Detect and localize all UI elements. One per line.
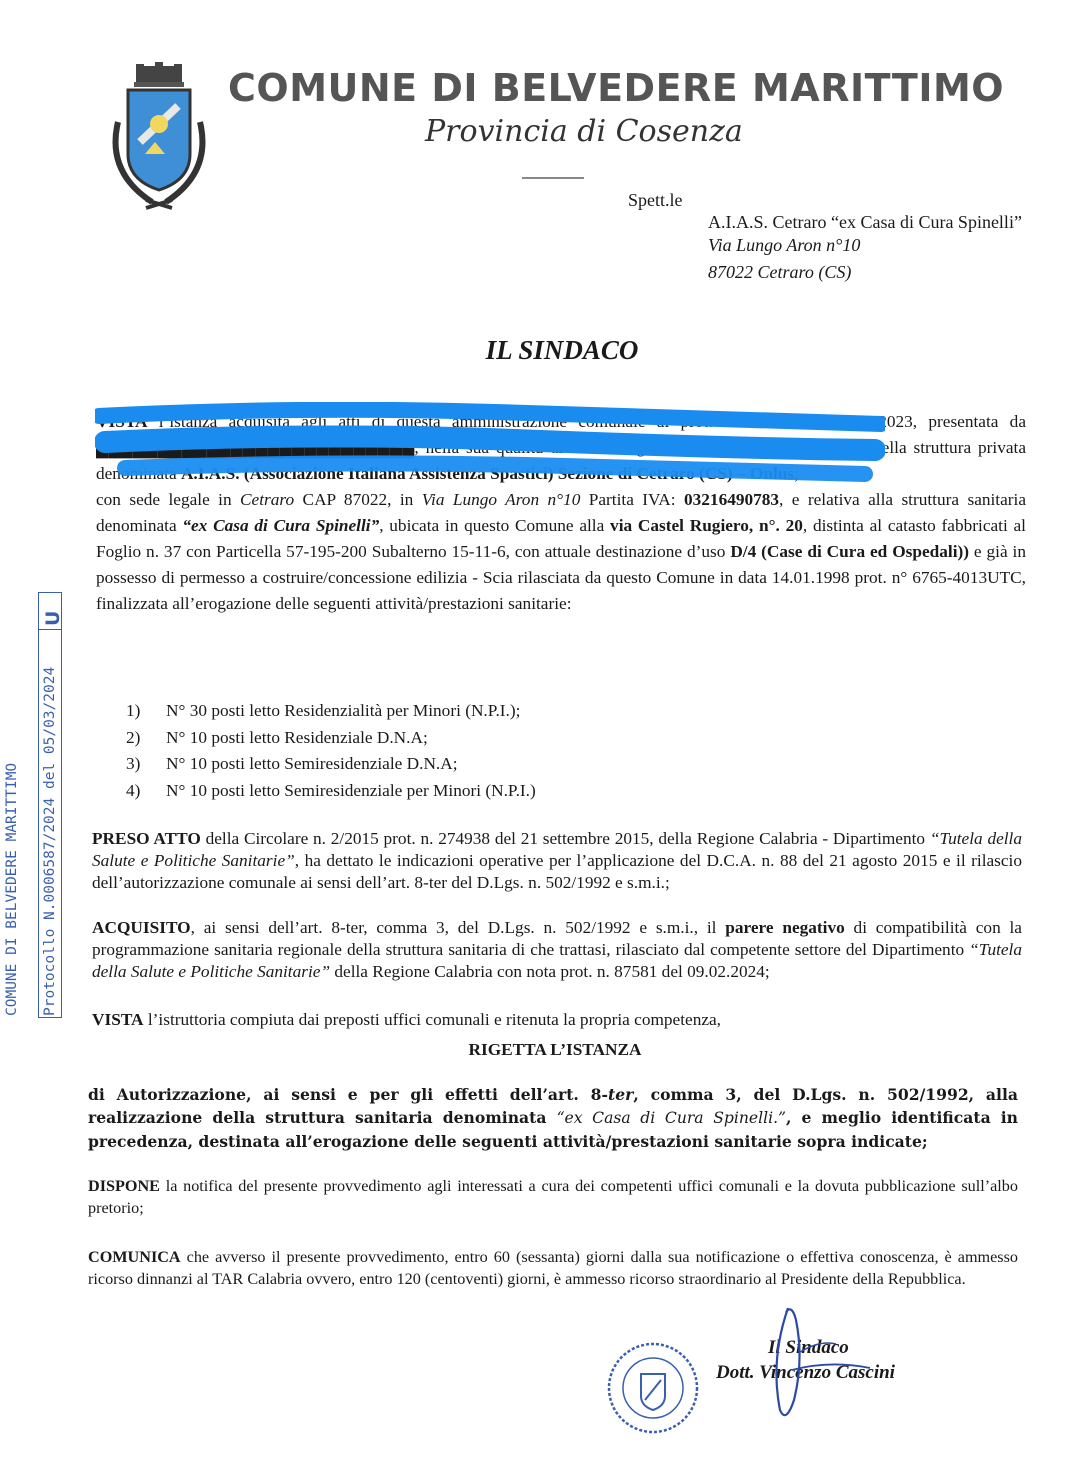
vista-text: l’istanza acquisita agli atti di questa amministrazione comunale al prot. n. 27245 del 22.09.2023, presentata da xyxy=(147,412,1026,431)
vista-piva: 03216490783 xyxy=(684,490,780,509)
list-item xyxy=(126,725,536,752)
acquisito-lead: ACQUISITO xyxy=(92,918,191,937)
vista-org: A.I.A.S. (Associazione Italiana Assistenza Spastici) Sezione di Cetraro (CS) – Onlus xyxy=(180,464,795,483)
vista-text: pro tempore xyxy=(779,438,867,457)
list-text: N° 10 posti letto Residenziale D.N.A; xyxy=(166,727,428,747)
signatory-title: Il Sindaco xyxy=(768,1337,849,1358)
vista-text: , e relativa alla struttura sanitaria denominata xyxy=(96,490,1027,535)
vista-text: Cetraro xyxy=(240,490,295,509)
preso-department: “Tutela della Salute e Politiche Sanitarie” xyxy=(92,829,1022,870)
list-item xyxy=(126,698,536,725)
vista-text: e già in possesso di permesso a costruire/concessione edilizia - Scia rilasciata da questo Comune in data 14.01.1998 prot. n° 6765-4013UTC, finalizzata all’erogazione delle seguenti attività/prestazioni sanitarie: xyxy=(96,542,1027,613)
vista-text: ; xyxy=(794,464,799,483)
autorizzazione-text: ter xyxy=(608,1085,634,1104)
comunica-lead: COMUNICA xyxy=(88,1248,181,1266)
vista-text: , distinta al catasto fabbricati al Foglio n. 37 con Particella 57-195-200 Subalterno 15-11-6, con attuale destinazione d’uso xyxy=(96,516,1026,561)
vista-address: via Castel Rugiero, n°. 20 xyxy=(610,516,803,535)
dispone-text: la notifica del presente provvedimento agli interessati a cura dei competenti uffici comunali e la dovuta pubblicazione sull’albo pretorio; xyxy=(88,1177,1018,1217)
acquisito-text: della Regione Calabria con nota prot. n. 87581 del 09.02.2024; xyxy=(330,962,770,981)
paragraph-autorizzazione xyxy=(88,1083,1018,1153)
protocol-comune: COMUNE DI BELVEDERE MARITTIMO xyxy=(4,762,20,1016)
acquisito-parere: parere negativo xyxy=(725,918,845,937)
preso-lead: PRESO ATTO xyxy=(92,829,201,848)
autorizzazione-text: di Autorizzazione, ai sensi e per gli effetti dell’art. 8- xyxy=(88,1085,608,1104)
beds-list xyxy=(126,698,536,804)
acquisito-text: di compatibilità con la programmazione sanitaria regionale della struttura sanitaria di che trattasi, rilasciato dal competente settore del Dipartimento xyxy=(92,918,1022,959)
list-number: 4) xyxy=(126,780,141,800)
redacted-name: ██████████████████████████ xyxy=(96,438,415,457)
signatory-name: Dott. Vincenzo Cascini xyxy=(716,1362,895,1383)
list-text: N° 30 posti letto Residenzialità per Minori (N.P.I.); xyxy=(166,701,521,720)
acquisito-department: “Tutela della Salute e Politiche Sanitarie” xyxy=(92,940,1022,981)
paragraph-acquisito xyxy=(92,917,1022,983)
redaction-scribble xyxy=(95,402,885,490)
municipal-crest-logo xyxy=(100,62,218,212)
vista-text: Via Lungo Aron n°10 xyxy=(421,490,581,509)
paragraph-dispone xyxy=(88,1175,1018,1219)
province-subtitle: Provincia di Cosenza xyxy=(425,114,743,149)
document-heading: IL SINDACO xyxy=(485,335,639,365)
list-number: 3) xyxy=(126,754,141,773)
recipient-line-2: Via Lungo Aron n°10 xyxy=(708,235,861,255)
recipient-line-3: 87022 Cetraro (CS) xyxy=(708,262,852,282)
vista2-lead: VISTA xyxy=(92,1010,144,1029)
recipient-salutation: Spett.le xyxy=(628,190,683,210)
preso-text: , ha dettato le indicazioni operative per l’applicazione del D.C.A. n. 88 del 21 agosto 2015 e il rilascio dell’autorizzazione comunale ai sensi dell’art. 8-ter del D.Lgs. n. 502/1992 e s.m.i.; xyxy=(92,851,1023,892)
round-seal-stamp xyxy=(605,1340,701,1436)
protocol-stamp-u: U xyxy=(42,610,64,626)
list-number: 1) xyxy=(126,701,141,720)
municipality-title: COMUNE DI BELVEDERE MARITTIMO xyxy=(228,66,1005,110)
list-number: 2) xyxy=(126,727,141,747)
autorizzazione-text: , comma 3, del D.Lgs. n. 502/1992, alla realizzazione della struttura sanitaria denominata xyxy=(88,1085,1018,1127)
comunica-text: che avverso il presente provvedimento, entro 60 (sessanta) giorni dalla sua notificazione o effettiva conoscenza, è ammesso ricorso dinnanzi al TAR Calabria ovvero, entro 120 (centoventi) giorni, è ammesso ricorso straordinario al Presidente della Repubblica. xyxy=(88,1248,1018,1288)
protocol-number: Protocollo N.0006587/2024 del 05/03/2024 xyxy=(42,666,58,1016)
vista-text: della struttura privata denominata xyxy=(96,438,1026,483)
vista-text: , ubicata in questo Comune alla xyxy=(379,516,611,535)
vista-text: con sede legale in xyxy=(96,490,241,509)
autorizzazione-text: , e meglio identificata in precedenza, destinata all’erogazione delle seguenti attività/prestazioni sanitarie sopra indicate; xyxy=(88,1108,1019,1151)
vista2-text: l’istruttoria compiuta dai preposti uffici comunali e ritenuta la propria competenza, xyxy=(143,1010,721,1029)
preso-text: della Circolare n. 2/2015 prot. n. 274938 del 21 settembre 2015, della Regione Calabria - Dipartimento xyxy=(200,829,930,848)
vista-lead: VISTA xyxy=(96,412,148,431)
acquisito-text: , ai sensi dell’art. 8-ter, comma 3, del D.Lgs. n. 502/1992 e s.m.i., il xyxy=(190,918,726,937)
header-divider xyxy=(522,177,584,179)
list-text: N° 10 posti letto Semiresidenziale per Minori (N.P.I.) xyxy=(166,780,536,800)
vista-text: , nella sua qualità di titolare/legale rappresentante xyxy=(414,438,780,457)
paragraph-comunica xyxy=(88,1246,1018,1290)
vista-struttura: “ex Casa di Cura Spinelli” xyxy=(182,516,380,535)
autorizzazione-struttura: “ex Casa di Cura Spinelli.” xyxy=(556,1109,787,1127)
vista-text: CAP 87022, in xyxy=(294,490,422,509)
vista-text: Partita IVA: xyxy=(580,490,684,509)
vista-destination: D/4 (Case di Cura ed Ospedali)) xyxy=(730,542,970,561)
list-item xyxy=(126,751,536,778)
dispone-lead: DISPONE xyxy=(88,1177,160,1195)
recipient-line-1: A.I.A.S. Cetraro “ex Casa di Cura Spinelli” xyxy=(708,212,1022,232)
list-text: N° 10 posti letto Semiresidenziale D.N.A; xyxy=(166,754,458,773)
paragraph-preso-atto xyxy=(92,828,1022,894)
list-item xyxy=(126,778,536,805)
paragraph-vista-istruttoria xyxy=(92,1007,1022,1033)
handwritten-signature xyxy=(740,1300,880,1430)
decision-heading: RIGETTA L’ISTANZA xyxy=(468,1040,642,1059)
